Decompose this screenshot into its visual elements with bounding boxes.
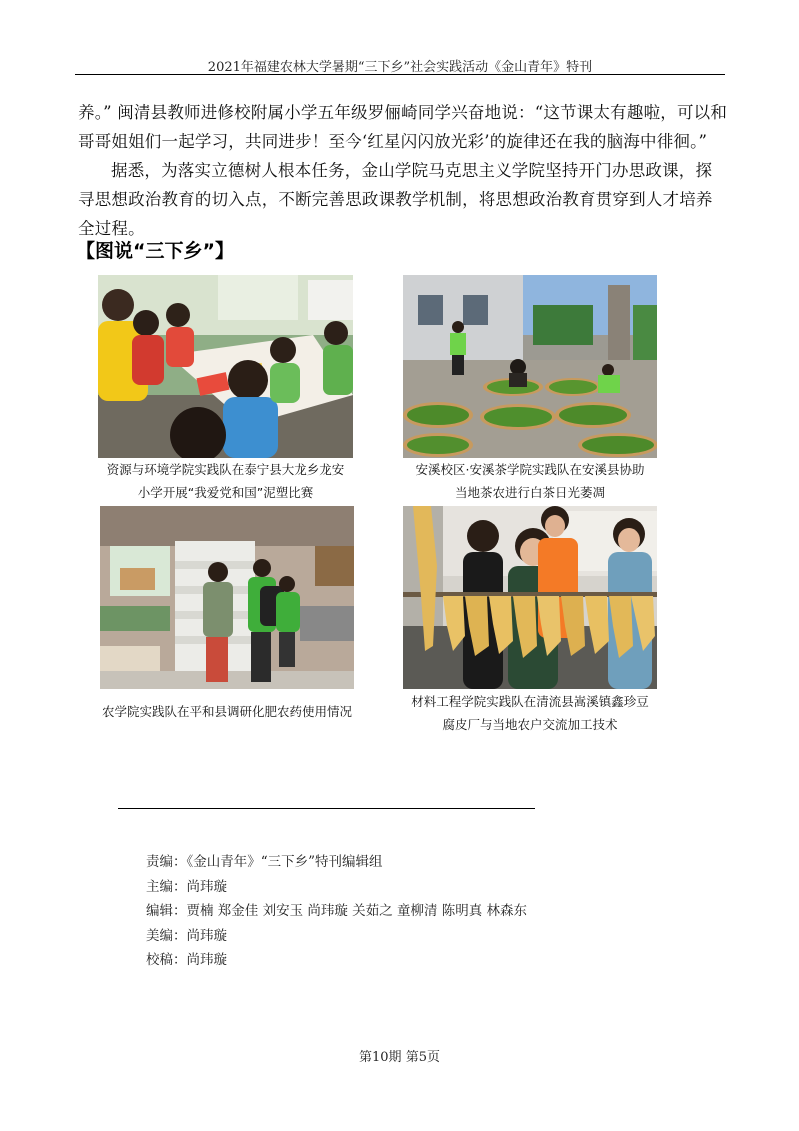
caption-line: 小学开展“我爱党和国”泥塑比赛 bbox=[137, 485, 314, 500]
photo-caption-1 bbox=[93, 458, 358, 504]
body-paragraph-2: 据悉，为落实立德树人根本任务，金山学院马克思主义学院坚持开门办思政课，探寻思想政治教育的切入点，不断完善思政课教学机制，将思想政治教育贯穿到人才培养全过程。 bbox=[78, 161, 713, 238]
credit-art-editor: 美编：尚玮璇 bbox=[146, 927, 227, 944]
photo-tea-withering bbox=[403, 275, 657, 458]
caption-line: 资源与环境学院实践队在泰宁县大龙乡龙安 bbox=[106, 462, 345, 477]
photo-caption-2 bbox=[398, 458, 662, 504]
footer-divider bbox=[118, 808, 535, 809]
credits-block bbox=[146, 850, 527, 973]
photo-tofu-skin-factory-image bbox=[403, 506, 657, 689]
page-header: 2021年福建农林大学暑期“三下乡”社会实践活动《金山青年》特刊 bbox=[207, 60, 593, 75]
photo-clay-competition-image bbox=[98, 275, 353, 458]
photo-caption-4 bbox=[398, 690, 662, 736]
caption-line: 材料工程学院实践队在清流县嵩溪镇鑫珍豆 bbox=[411, 694, 649, 709]
credit-responsible-editor: 责编：《金山青年》“三下乡”特刊编辑组 bbox=[146, 854, 383, 870]
credit-editors: 编辑：贾楠 郑金佳 刘安玉 尚玮璇 关茹之 童柳清 陈明真 林森东 bbox=[146, 903, 528, 919]
photo-caption-3 bbox=[95, 700, 359, 723]
page-number: 第10期 第5页 bbox=[359, 1050, 440, 1065]
body-paragraph-1: 养。” 闽清县教师进修校附属小学五年级罗俪崎同学兴奋地说：“这节课太有趣啦，可以和哥哥姐姐们一起学习，共同进步！至今‘红星闪闪放光彩’的旋律还在我的脑海中徘徊。” bbox=[78, 103, 728, 151]
photo-tea-withering-image bbox=[403, 275, 657, 458]
caption-line: 安溪校区·安溪茶学院实践队在安溪县协助 bbox=[415, 462, 645, 477]
section-title: 【图说“三下乡”】 bbox=[76, 240, 234, 262]
photo-clay-competition bbox=[98, 275, 353, 458]
header-divider bbox=[75, 74, 725, 75]
caption-line: 农学院实践队在平和县调研化肥农药使用情况 bbox=[101, 704, 352, 719]
caption-line: 当地茶农进行白茶日光萎凋 bbox=[454, 485, 605, 500]
caption-line: 腐皮厂与当地农户交流加工技术 bbox=[442, 717, 618, 732]
photo-fertilizer-survey-image bbox=[100, 506, 354, 689]
photo-fertilizer-survey bbox=[100, 506, 354, 689]
credit-proofreader: 校稿：尚玮璇 bbox=[146, 952, 227, 968]
photo-tofu-skin-factory bbox=[403, 506, 657, 689]
credit-chief-editor: 主编：尚玮璇 bbox=[146, 878, 227, 895]
